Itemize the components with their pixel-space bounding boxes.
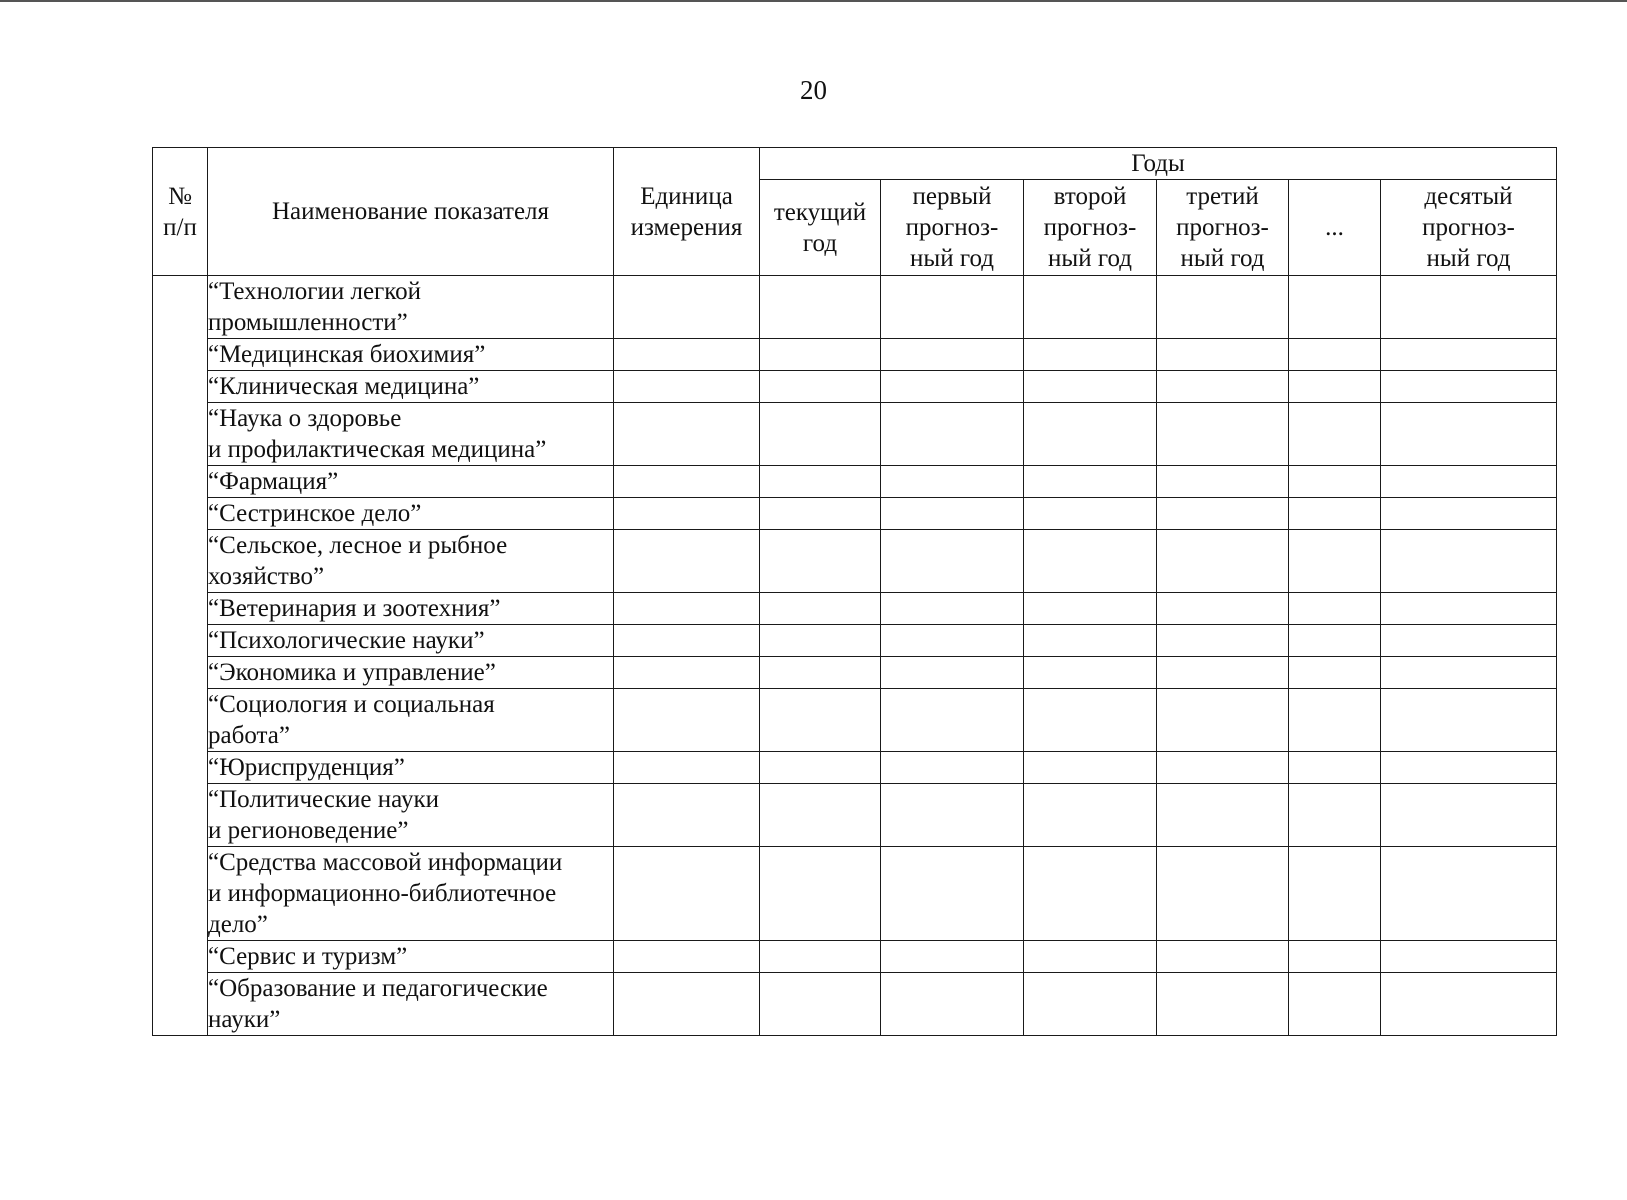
table-row [153,403,1557,466]
value-cell [1289,466,1381,498]
unit-cell [614,752,760,784]
indicator-name: “Медицинская биохимия” [208,339,614,371]
value-cell [1157,625,1289,657]
value-cell [1024,371,1157,403]
value-cell [1024,466,1157,498]
table-row [153,530,1557,593]
value-cell [1157,973,1289,1036]
table-row [153,689,1557,752]
value-cell [760,847,881,941]
value-cell [881,593,1024,625]
value-cell [760,593,881,625]
table-row [153,466,1557,498]
value-cell [1024,498,1157,530]
value-cell [760,973,881,1036]
value-cell [760,752,881,784]
value-cell [1289,593,1381,625]
value-cell [881,784,1024,847]
value-cell [760,403,881,466]
value-cell [881,276,1024,339]
value-cell [1381,593,1557,625]
unit-cell [614,593,760,625]
value-cell [1157,689,1289,752]
value-cell [1381,498,1557,530]
unit-cell [614,657,760,689]
value-cell [1024,784,1157,847]
value-cell [1381,403,1557,466]
unit-cell [614,847,760,941]
value-cell [1024,847,1157,941]
indicator-name: “Сельское, лесное и рыбное хозяйство” [208,530,614,593]
unit-cell [614,973,760,1036]
value-cell [1289,973,1381,1036]
unit-cell [614,403,760,466]
value-cell [1024,973,1157,1036]
indicator-name: “Ветеринария и зоотехния” [208,593,614,625]
indicator-name: “Политические науки и регионоведение” [208,784,614,847]
value-cell [1381,530,1557,593]
value-cell [1381,941,1557,973]
value-cell [1157,657,1289,689]
table-row [153,276,1557,339]
value-cell [881,530,1024,593]
unit-cell [614,530,760,593]
value-cell [1157,276,1289,339]
header-year-current: текущий год [760,180,881,276]
header-year-forecast-2: второй прогноз- ный год [1024,180,1157,276]
value-cell [1024,593,1157,625]
value-cell [1157,941,1289,973]
value-cell [760,498,881,530]
value-cell [1024,941,1157,973]
value-cell [881,689,1024,752]
value-cell [1157,339,1289,371]
value-cell [760,339,881,371]
unit-cell [614,625,760,657]
value-cell [1381,847,1557,941]
indicator-name: “Наука о здоровье и профилактическая медицина” [208,403,614,466]
table-row [153,371,1557,403]
value-cell [1381,466,1557,498]
value-cell [1289,847,1381,941]
value-cell [760,276,881,339]
header-years-label: Годы [1131,150,1185,177]
value-cell [1289,784,1381,847]
header-year-forecast-3: третий прогноз- ный год [1157,180,1289,276]
table-row [153,847,1557,941]
value-cell [1381,752,1557,784]
number-column-cell [153,276,208,1036]
value-cell [1024,657,1157,689]
table-header [153,148,1557,276]
value-cell [1381,973,1557,1036]
table-row [153,593,1557,625]
page-number: 20 [800,75,827,105]
unit-cell [614,466,760,498]
table-row [153,973,1557,1036]
value-cell [1157,752,1289,784]
value-cell [1157,466,1289,498]
unit-cell [614,371,760,403]
value-cell [1157,847,1289,941]
indicator-name: “Социология и социальная работа” [208,689,614,752]
value-cell [1381,657,1557,689]
header-year-forecast-10: десятый прогноз- ный год [1381,180,1557,276]
value-cell [1024,530,1157,593]
indicator-name: “Психологические науки” [208,625,614,657]
page-top-rule [0,0,1627,2]
value-cell [760,689,881,752]
unit-cell [614,689,760,752]
unit-cell [614,276,760,339]
table-row [153,752,1557,784]
value-cell [1024,403,1157,466]
value-cell [881,403,1024,466]
header-indicator-name: Наименование показателя [208,148,614,276]
header-number: № п/п [153,148,208,276]
value-cell [760,371,881,403]
value-cell [1157,530,1289,593]
table-row [153,784,1557,847]
value-cell [881,625,1024,657]
unit-cell [614,941,760,973]
indicator-name: “Технологии легкой промышленности” [208,276,614,339]
value-cell [881,339,1024,371]
header-year-forecast-1: первый прогноз- ный год [881,180,1024,276]
value-cell [760,657,881,689]
value-cell [1024,339,1157,371]
value-cell [1289,657,1381,689]
unit-cell [614,498,760,530]
value-cell [1381,784,1557,847]
unit-cell [614,784,760,847]
indicator-name: “Сестринское дело” [208,498,614,530]
indicators-table [152,147,1557,1036]
value-cell [1381,689,1557,752]
value-cell [881,847,1024,941]
value-cell [1024,276,1157,339]
indicator-name: “Фармация” [208,466,614,498]
value-cell [760,625,881,657]
indicator-name: “Образование и педагогические науки” [208,973,614,1036]
value-cell [1381,276,1557,339]
table-row [153,941,1557,973]
table-row [153,657,1557,689]
indicator-name: “Средства массовой информации и информационно-библиотечное дело” [208,847,614,941]
indicator-name: “Клиническая медицина” [208,371,614,403]
value-cell [1289,403,1381,466]
value-cell [1157,593,1289,625]
value-cell [760,466,881,498]
value-cell [881,752,1024,784]
value-cell [881,973,1024,1036]
value-cell [1289,498,1381,530]
value-cell [1289,339,1381,371]
value-cell [1157,403,1289,466]
value-cell [1381,625,1557,657]
value-cell [881,498,1024,530]
value-cell [1289,530,1381,593]
value-cell [1289,752,1381,784]
table-row [153,339,1557,371]
value-cell [881,371,1024,403]
value-cell [1157,371,1289,403]
value-cell [1024,689,1157,752]
header-unit: Единица измерения [614,148,760,276]
unit-cell [614,339,760,371]
value-cell [881,466,1024,498]
table-row [153,498,1557,530]
indicator-name: “Сервис и туризм” [208,941,614,973]
value-cell [1381,339,1557,371]
value-cell [1289,689,1381,752]
header-years-group [760,148,1557,180]
indicator-name: “Юриспруденция” [208,752,614,784]
indicator-name: “Экономика и управление” [208,657,614,689]
value-cell [1289,371,1381,403]
value-cell [1024,625,1157,657]
value-cell [1289,276,1381,339]
table-row [153,625,1557,657]
value-cell [1289,625,1381,657]
value-cell [760,941,881,973]
header-year-ellipsis: ... [1289,180,1381,276]
value-cell [1157,498,1289,530]
value-cell [1381,371,1557,403]
value-cell [881,941,1024,973]
value-cell [1024,752,1157,784]
value-cell [760,784,881,847]
value-cell [1289,941,1381,973]
value-cell [1157,784,1289,847]
value-cell [760,530,881,593]
value-cell [881,657,1024,689]
table-body [153,276,1557,1036]
